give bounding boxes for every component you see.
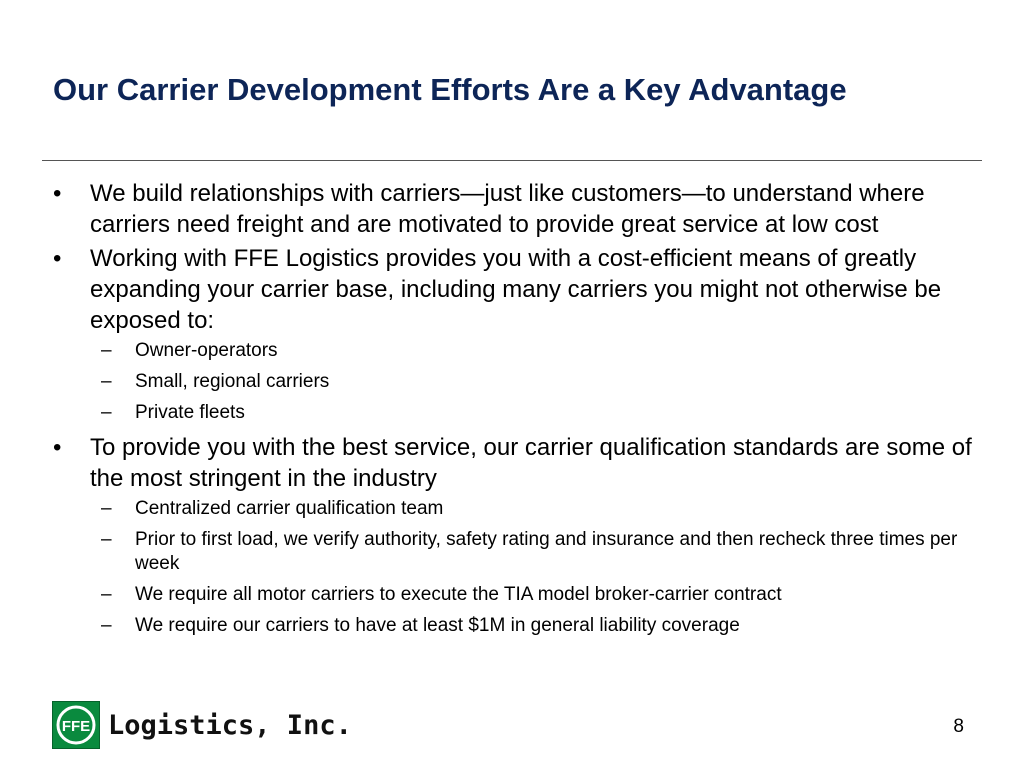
bullet-text: To provide you with the best service, our carrier qualification standards are some of the most stringent in the industry	[90, 434, 972, 492]
sub-bullet-text: Owner-operators	[135, 340, 278, 361]
title-divider	[42, 160, 982, 161]
sub-bullet-text: Prior to first load, we verify authority, safety rating and insurance and then recheck three times per week	[135, 529, 958, 574]
sub-bullet-item	[53, 583, 983, 607]
logo-letters: FFE	[61, 718, 91, 735]
sub-bullet-text: We require our carriers to have at least $1M in general liability coverage	[135, 615, 740, 636]
sub-bullet-text: We require all motor carriers to execute the TIA model broker-carrier contract	[135, 584, 782, 605]
bullet-marker: •	[53, 434, 62, 461]
bullet-marker: •	[53, 245, 62, 272]
sub-bullet-marker: –	[101, 371, 112, 392]
sub-bullet-marker: –	[101, 340, 112, 361]
bullet-item	[53, 243, 983, 336]
bullet-item	[53, 432, 983, 494]
sub-bullet-text: Private fleets	[135, 402, 245, 423]
sub-bullet-item	[53, 339, 983, 363]
bullet-text: We build relationships with carriers—just like customers—to understand where carriers need freight and are motivated to provide great service at low cost	[90, 180, 925, 238]
sub-bullet-item	[53, 614, 983, 638]
sub-bullet-marker: –	[101, 615, 112, 636]
company-logo	[52, 700, 352, 750]
sub-bullet-marker: –	[101, 584, 112, 605]
sub-bullet-item	[53, 370, 983, 394]
sub-bullet-text: Centralized carrier qualification team	[135, 498, 444, 519]
sub-bullet-marker: –	[101, 402, 112, 423]
sub-bullet-text: Small, regional carriers	[135, 371, 330, 392]
ffe-logo-icon	[52, 701, 100, 749]
bullet-list	[53, 178, 983, 645]
bullet-marker: •	[53, 180, 62, 207]
bullet-text: Working with FFE Logistics provides you with a cost-efficient means of greatly expanding your carrier base, including many carriers you might not otherwise be exposed to:	[90, 245, 942, 334]
sub-bullet-item	[53, 497, 983, 521]
slide-title: Our Carrier Development Efforts Are a Key Advantage	[53, 72, 847, 107]
page-number: 8	[953, 716, 964, 737]
sub-bullet-item	[53, 401, 983, 425]
sub-bullet-marker: –	[101, 529, 112, 550]
sub-bullet-item	[53, 528, 983, 576]
bullet-item	[53, 178, 983, 240]
company-name: Logistics, Inc.	[108, 709, 352, 741]
sub-bullet-marker: –	[101, 498, 112, 519]
